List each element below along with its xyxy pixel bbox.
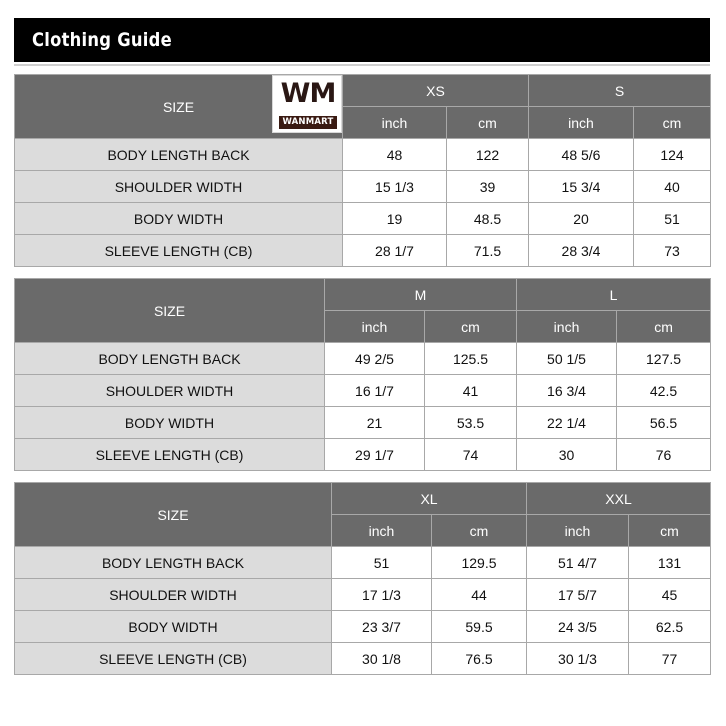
cell-value: 74 — [425, 439, 517, 471]
cell-value: 77 — [629, 643, 711, 675]
size-name-s: S — [529, 75, 711, 107]
cell-value: 125.5 — [425, 343, 517, 375]
size-name-xs: XS — [343, 75, 529, 107]
cell-value: 40 — [634, 171, 711, 203]
cell-value: 22 1/4 — [517, 407, 617, 439]
cell-value: 30 1/8 — [332, 643, 432, 675]
cell-value: 41 — [425, 375, 517, 407]
table-row — [15, 547, 711, 579]
table-row — [15, 579, 711, 611]
size-name-m: M — [325, 279, 517, 311]
table-row — [15, 343, 711, 375]
unit-header: cm — [634, 107, 711, 139]
cell-value: 15 3/4 — [529, 171, 634, 203]
row-label: SHOULDER WIDTH — [15, 579, 332, 611]
cell-value: 51 — [634, 203, 711, 235]
cell-value: 71.5 — [447, 235, 529, 267]
cell-value: 131 — [629, 547, 711, 579]
cell-value: 29 1/7 — [325, 439, 425, 471]
size-header-cell — [15, 75, 343, 139]
unit-header: cm — [425, 311, 517, 343]
unit-header: inch — [527, 515, 629, 547]
size-name-xl: XL — [332, 483, 527, 515]
cell-value: 127.5 — [617, 343, 711, 375]
cell-value: 48 — [343, 139, 447, 171]
cell-value: 76 — [617, 439, 711, 471]
table-row — [15, 235, 711, 267]
table-row — [15, 407, 711, 439]
cell-value: 124 — [634, 139, 711, 171]
logo-mark: WM — [280, 78, 336, 109]
cell-value: 53.5 — [425, 407, 517, 439]
cell-value: 51 — [332, 547, 432, 579]
unit-header: inch — [325, 311, 425, 343]
size-table-xs-s — [14, 74, 711, 267]
cell-value: 15 1/3 — [343, 171, 447, 203]
cell-value: 59.5 — [432, 611, 527, 643]
cell-value: 42.5 — [617, 375, 711, 407]
row-label: BODY LENGTH BACK — [15, 547, 332, 579]
row-label: BODY LENGTH BACK — [15, 343, 325, 375]
page-title: Clothing Guide — [32, 29, 172, 51]
cell-value: 129.5 — [432, 547, 527, 579]
row-label: BODY LENGTH BACK — [15, 139, 343, 171]
cell-value: 30 — [517, 439, 617, 471]
cell-value: 28 3/4 — [529, 235, 634, 267]
unit-header: inch — [332, 515, 432, 547]
wanmart-logo — [272, 75, 342, 133]
cell-value: 28 1/7 — [343, 235, 447, 267]
table-row — [15, 375, 711, 407]
cell-value: 16 1/7 — [325, 375, 425, 407]
size-name-xxl: XXL — [527, 483, 711, 515]
row-label: BODY WIDTH — [15, 203, 343, 235]
cell-value: 17 5/7 — [527, 579, 629, 611]
cell-value: 62.5 — [629, 611, 711, 643]
unit-header: cm — [447, 107, 529, 139]
cell-value: 48.5 — [447, 203, 529, 235]
row-label: SLEEVE LENGTH (CB) — [15, 643, 332, 675]
unit-header: cm — [617, 311, 711, 343]
cell-value: 20 — [529, 203, 634, 235]
header-divider — [14, 64, 710, 66]
row-label: SLEEVE LENGTH (CB) — [15, 439, 325, 471]
size-header-cell: SIZE — [15, 483, 332, 547]
cell-value: 39 — [447, 171, 529, 203]
cell-value: 23 3/7 — [332, 611, 432, 643]
table-row — [15, 611, 711, 643]
logo-wordmark: WANMART — [279, 116, 337, 129]
size-header-label: SIZE — [162, 98, 195, 115]
unit-header: inch — [529, 107, 634, 139]
unit-header: inch — [517, 311, 617, 343]
table-row — [15, 203, 711, 235]
size-table-m-l — [14, 278, 711, 471]
row-label: SLEEVE LENGTH (CB) — [15, 235, 343, 267]
cell-value: 50 1/5 — [517, 343, 617, 375]
cell-value: 56.5 — [617, 407, 711, 439]
page-header — [14, 18, 710, 62]
cell-value: 49 2/5 — [325, 343, 425, 375]
unit-header: cm — [432, 515, 527, 547]
cell-value: 122 — [447, 139, 529, 171]
size-header-cell: SIZE — [15, 279, 325, 343]
table-row — [15, 439, 711, 471]
cell-value: 73 — [634, 235, 711, 267]
cell-value: 44 — [432, 579, 527, 611]
row-label: SHOULDER WIDTH — [15, 375, 325, 407]
table-row — [15, 643, 711, 675]
size-name-l: L — [517, 279, 711, 311]
cell-value: 16 3/4 — [517, 375, 617, 407]
size-table-xl-xxl — [14, 482, 711, 675]
cell-value: 51 4/7 — [527, 547, 629, 579]
row-label: SHOULDER WIDTH — [15, 171, 343, 203]
unit-header: inch — [343, 107, 447, 139]
cell-value: 21 — [325, 407, 425, 439]
unit-header: cm — [629, 515, 711, 547]
cell-value: 76.5 — [432, 643, 527, 675]
row-label: BODY WIDTH — [15, 611, 332, 643]
cell-value: 48 5/6 — [529, 139, 634, 171]
table-row — [15, 139, 711, 171]
cell-value: 30 1/3 — [527, 643, 629, 675]
cell-value: 45 — [629, 579, 711, 611]
cell-value: 17 1/3 — [332, 579, 432, 611]
cell-value: 24 3/5 — [527, 611, 629, 643]
row-label: BODY WIDTH — [15, 407, 325, 439]
cell-value: 19 — [343, 203, 447, 235]
table-row — [15, 171, 711, 203]
